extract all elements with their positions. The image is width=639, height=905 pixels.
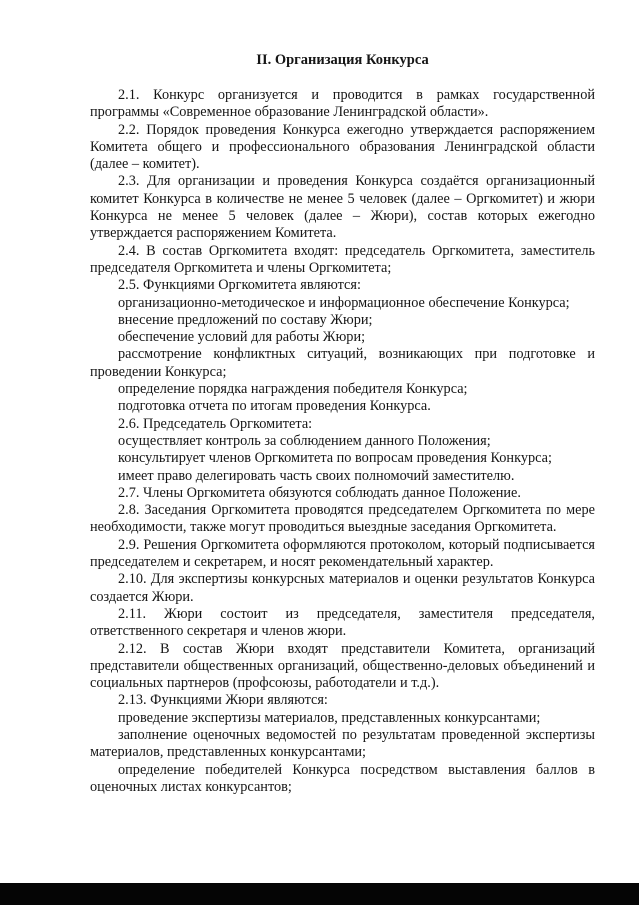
- paragraph: рассмотрение конфликтных ситуаций, возникающих при подготовке и проведении Конкурса;: [90, 346, 595, 380]
- paragraph: организационно-методическое и информационное обеспечение Конкурса;: [118, 294, 570, 311]
- paragraph: внесение предложений по составу Жюри;: [118, 311, 373, 328]
- document-body: [90, 87, 595, 796]
- paragraph: обеспечение условий для работы Жюри;: [118, 329, 366, 346]
- paragraph: 2.11. Жюри состоит из председателя, заместителя председателя, ответственного секретаря и членов жюри.: [90, 605, 595, 640]
- paragraph: 2.6. Председатель Оргкомитета:: [118, 415, 313, 432]
- paragraph: 2.1. Конкурс организуется и проводится в рамках государственной программы «Современное образование Ленинградской области».: [90, 87, 595, 121]
- paragraph: осуществляет контроль за соблюдением данного Положения;: [118, 432, 491, 449]
- paragraph: заполнение оценочных ведомостей по результатам проведенной экспертизы материалов, представленных конкурсантами;: [90, 726, 595, 761]
- paragraph: 2.9. Решения Оргкомитета оформляются протоколом, который подписывается председателем и секретарем, и носят рекомендательный характер.: [90, 536, 595, 571]
- section-title: II. Организация Конкурса: [256, 52, 429, 68]
- paragraph: 2.12. В состав Жюри входят представители Комитета, организаций представители общественных организаций, общественно-деловых объединений и социальных партнеров (профсоюзы, работодатели и т.д.).: [90, 640, 595, 692]
- paragraph: 2.2. Порядок проведения Конкурса ежегодно утверждается распоряжением Комитета общего и профессионального образования Ленинградской области (далее – комитет).: [90, 121, 595, 173]
- paragraph: имеет право делегировать часть своих полномочий заместителю.: [118, 467, 515, 484]
- paragraph: подготовка отчета по итогам проведения Конкурса.: [118, 398, 431, 415]
- paragraph: 2.7. Члены Оргкомитета обязуются соблюдать данное Положение.: [118, 484, 521, 501]
- paragraph: консультирует членов Оргкомитета по вопросам проведения Конкурса;: [118, 450, 552, 467]
- paragraph: определение порядка награждения победителя Конкурса;: [118, 381, 468, 398]
- paragraph: 2.13. Функциями Жюри являются:: [118, 692, 328, 709]
- paragraph: проведение экспертизы материалов, представленных конкурсантами;: [118, 709, 541, 726]
- paragraph: 2.4. В состав Оргкомитета входят: председатель Оргкомитета, заместитель председателя Оргкомитета и члены Оргкомитета;: [90, 242, 595, 276]
- paragraph: 2.3. Для организации и проведения Конкурса создаётся организационный комитет Конкурса в количестве не менее 5 человек (далее – Оргкомитет) и жюри Конкурса не менее 5 человек (далее – Жюри), состав которых ежегодно утверждается распоряжением Комитета.: [90, 173, 595, 242]
- paragraph: 2.10. Для экспертизы конкурсных материалов и оценки результатов Конкурса создается Жюри.: [90, 571, 595, 605]
- paragraph: 2.5. Функциями Оргкомитета являются:: [118, 277, 361, 294]
- paragraph: определение победителей Конкурса посредством выставления баллов в оценочных листах конкурсантов;: [90, 761, 595, 795]
- scan-bottom-edge: [0, 883, 639, 905]
- paragraph: 2.8. Заседания Оргкомитета проводятся председателем Оргкомитета по мере необходимости, также могут проводиться выездные заседания Оргкомитета.: [90, 502, 595, 536]
